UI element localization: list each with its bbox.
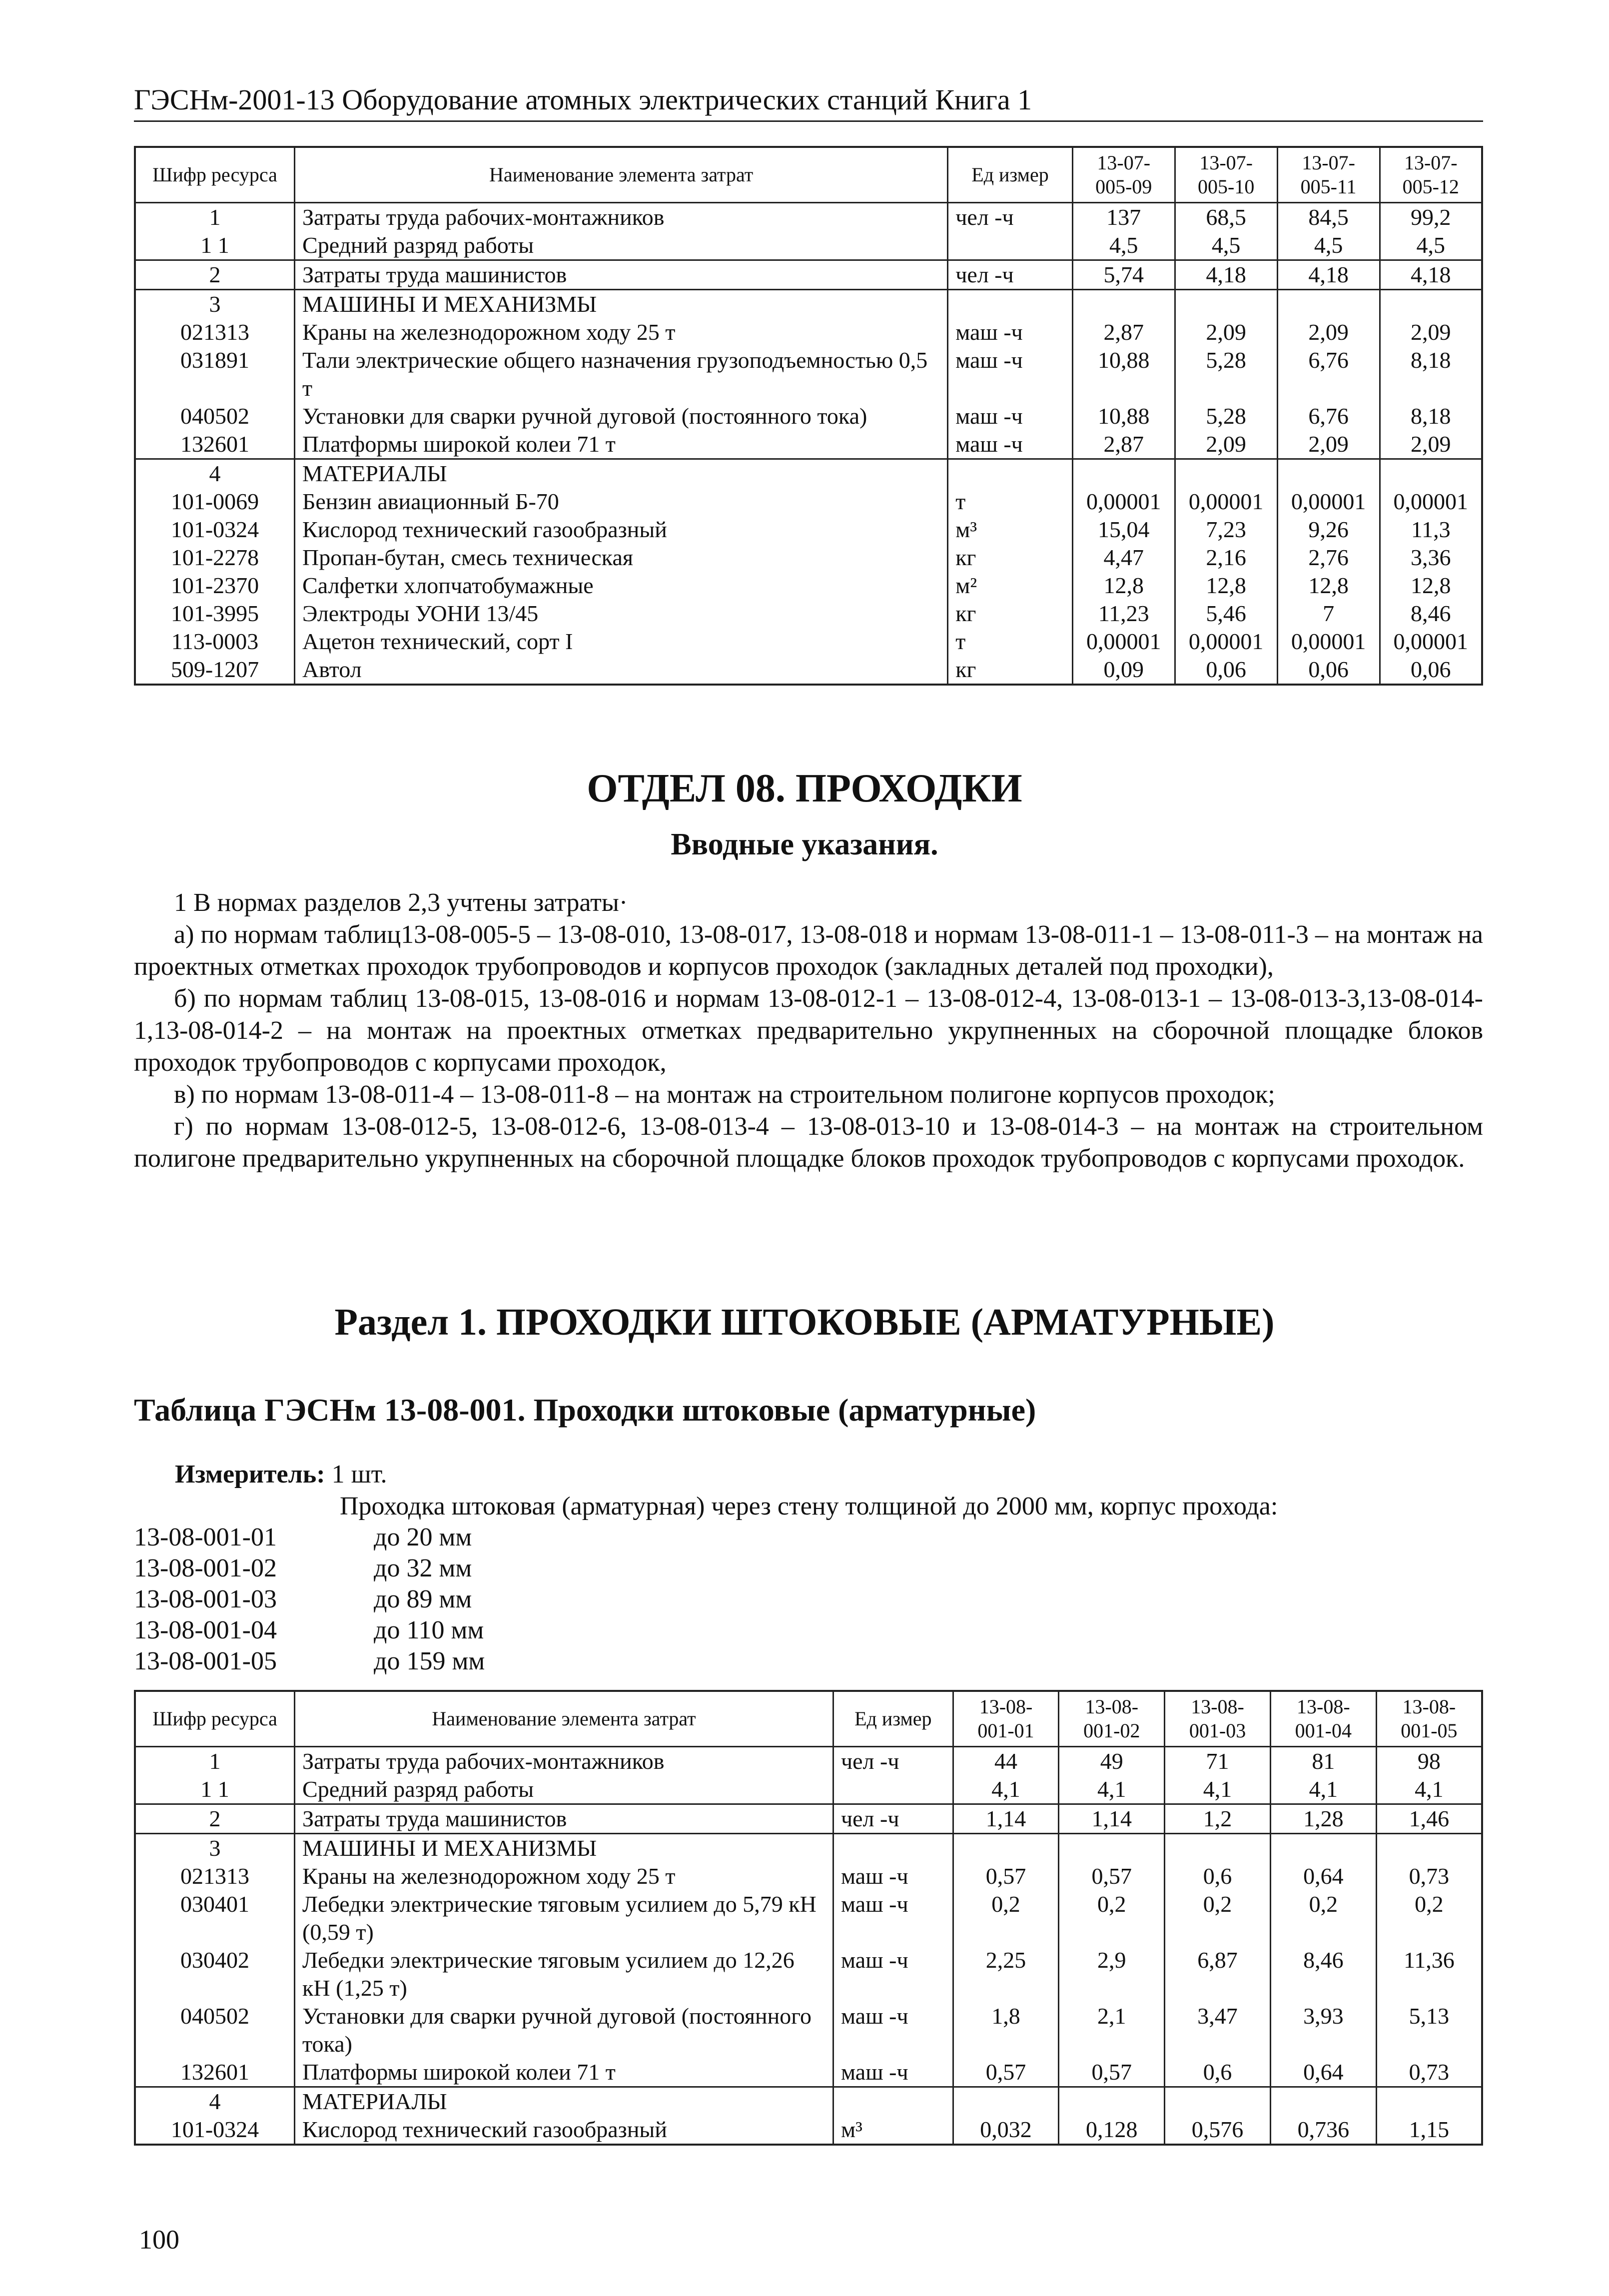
value-cell: 3,93 [1270,2002,1376,2058]
value-cell [1059,1834,1165,1863]
table-row [135,318,1482,346]
table-row [135,2058,1482,2087]
paragraph: 1 В нормах разделов 2,3 учтены затраты· [174,888,628,917]
value-cell: 0,00001 [1072,628,1175,656]
value-cell: 0,6 [1165,2058,1271,2087]
value-cell: 0,57 [1059,1862,1165,1890]
page-number: 100 [139,2225,179,2255]
variant-text: до 20 мм [374,1523,472,1551]
value-cell: 2,87 [1072,318,1175,346]
value-cell: 0,2 [953,1890,1059,1946]
table-header-row [135,147,1482,203]
value-cell: 1,8 [953,2002,1059,2058]
value-cell: 5,13 [1376,2002,1482,2058]
value-cell: 2,1 [1059,2002,1165,2058]
paragraph: г) по нормам 13-08-012-5, 13-08-012-6, 13-08-013-4 – 13-08-013-10 и 13-08-014-3 – на монтаж на строительном полигоне предварительно укрупненных на сборочной площадке блоков проходок трубопроводов с корпусами проходок. [134,1112,1483,1173]
unit-cell [833,1834,953,1863]
table-row [135,1890,1482,1946]
value-cell [1270,2087,1376,2116]
table-row [135,1946,1482,2002]
table-row [135,260,1482,290]
value-cell: 8,18 [1380,346,1482,402]
variant-text: до 32 мм [374,1554,472,1582]
value-cell: 0,736 [1270,2116,1376,2145]
value-cell: 4,5 [1072,231,1175,260]
value-cell: 84,5 [1277,203,1380,232]
value-cell: 4,18 [1175,260,1277,290]
value-cell: 0,57 [953,1862,1059,1890]
unit-cell [948,290,1073,319]
variant-code: 13-08-001-05 [134,1647,277,1675]
value-cell: 0,09 [1072,656,1175,685]
meter-value: 1 шт. [331,1460,387,1489]
col-header-norm: 13-08- 001-02 [1059,1691,1165,1747]
value-cell: 0,57 [1059,2058,1165,2087]
value-cell: 44 [953,1747,1059,1776]
unit-cell: маш -ч [948,402,1073,430]
resource-code: 132601 [135,2058,295,2087]
value-cell: 2,76 [1277,544,1380,572]
department-title: ОТДЕЛ 08. ПРОХОДКИ [587,766,1022,810]
value-cell: 8,46 [1380,600,1482,628]
value-cell: 0,2 [1165,1890,1271,1946]
unit-cell: т [948,488,1073,516]
table-body [135,203,1482,685]
unit-cell: м² [948,572,1073,600]
resource-table-13-07-005 [134,146,1483,686]
value-cell: 2,16 [1175,544,1277,572]
value-cell [1175,459,1277,488]
value-cell: 2,09 [1175,430,1277,459]
value-cell: 0,576 [1165,2116,1271,2145]
value-cell [1380,290,1482,319]
unit-cell: маш -ч [833,1890,953,1946]
resource-code: 1 1 [135,1775,295,1804]
value-cell: 0,2 [1059,1890,1165,1946]
resource-code: 021313 [135,318,295,346]
unit-cell: м³ [833,2116,953,2145]
value-cell: 1,15 [1376,2116,1482,2145]
resource-code: 101-3995 [135,600,295,628]
value-cell: 9,26 [1277,516,1380,544]
value-cell: 0,128 [1059,2116,1165,2145]
resource-code: 1 [135,203,295,232]
table-row [135,1775,1482,1804]
value-cell: 81 [1270,1747,1376,1776]
cost-element-name: Платформы широкой колеи 71 т [295,430,948,459]
value-cell: 2,09 [1380,318,1482,346]
resource-code: 030401 [135,1890,295,1946]
resource-code: 1 [135,1747,295,1776]
table-row [135,430,1482,459]
col-header-norm: 13-08- 001-05 [1376,1691,1482,1747]
resource-code: 132601 [135,430,295,459]
cost-element-name: Салфетки хлопчатобумажные [295,572,948,600]
unit-cell [833,1775,953,1804]
value-cell: 8,18 [1380,402,1482,430]
col-header-code: Шифр ресурса [135,1691,295,1747]
value-cell: 4,1 [1376,1775,1482,1804]
unit-cell: чел -ч [833,1804,953,1834]
value-cell [1175,290,1277,319]
paragraph: в) по нормам 13-08-011-4 – 13-08-011-8 – на монтаж на строительном полигоне корпусов проходок; [174,1080,1275,1109]
value-cell: 4,1 [1270,1775,1376,1804]
resource-code: 101-2370 [135,572,295,600]
value-cell: 99,2 [1380,203,1482,232]
value-cell: 10,88 [1072,346,1175,402]
paragraph: а) по нормам таблиц13-08-005-5 – 13-08-010, 13-08-017, 13-08-018 и нормам 13-08-011-1 – 13-08-011-3 – на монтаж на проектных отметках проходок трубопроводов и корпусов проходок (закладных деталей под проходки), [134,920,1483,981]
value-cell [1376,2087,1482,2116]
value-cell: 0,06 [1277,656,1380,685]
resource-table-13-08-001 [134,1690,1483,2146]
cost-element-name: Тали электрические общего назначения грузоподъемностью 0,5 т [295,346,948,402]
value-cell: 4,47 [1072,544,1175,572]
meter-label: Измеритель: [175,1460,325,1489]
unit-cell [948,231,1073,260]
value-cell: 11,36 [1376,1946,1482,2002]
resource-code: 509-1207 [135,656,295,685]
cost-element-name: МАТЕРИАЛЫ [295,2087,833,2116]
variant-row [134,1646,485,1677]
unit-cell: маш -ч [833,1946,953,2002]
resource-code: 4 [135,2087,295,2116]
value-cell: 0,73 [1376,2058,1482,2087]
value-cell: 0,00001 [1380,628,1482,656]
table-row [135,516,1482,544]
value-cell: 12,8 [1277,572,1380,600]
table-header-row [135,1691,1482,1747]
unit-cell: маш -ч [833,2002,953,2058]
table-row [135,346,1482,402]
value-cell: 2,25 [953,1946,1059,2002]
resource-code: 3 [135,1834,295,1863]
value-cell: 12,8 [1072,572,1175,600]
unit-cell [948,459,1073,488]
cost-element-name: Кислород технический газообразный [295,2116,833,2145]
resource-code: 2 [135,260,295,290]
value-cell: 6,87 [1165,1946,1271,2002]
table-row [135,1834,1482,1863]
value-cell: 5,28 [1175,402,1277,430]
table-row [135,203,1482,232]
cost-element-name: МАШИНЫ И МЕХАНИЗМЫ [295,1834,833,1863]
value-cell: 5,46 [1175,600,1277,628]
table-row [135,402,1482,430]
unit-cell: кг [948,656,1073,685]
value-cell: 15,04 [1072,516,1175,544]
value-cell: 5,74 [1072,260,1175,290]
norm-description: Проходка штоковая (арматурная) через стену толщиной до 2000 мм, корпус прохода: [340,1492,1278,1521]
table-row [135,290,1482,319]
value-cell: 1,14 [953,1804,1059,1834]
table-row [135,231,1482,260]
unit-cell: чел -ч [833,1747,953,1776]
table-row [135,600,1482,628]
cost-element-name: Затраты труда рабочих-монтажников [295,203,948,232]
col-header-name: Наименование элемента затрат [295,147,948,203]
value-cell: 0,2 [1270,1890,1376,1946]
value-cell: 0,73 [1376,1862,1482,1890]
value-cell [1277,459,1380,488]
intro-heading: Вводные указания. [671,827,938,861]
table-row [135,544,1482,572]
unit-cell: кг [948,600,1073,628]
value-cell: 4,5 [1175,231,1277,260]
norm-table-title: Таблица ГЭСНм 13-08-001. Проходки штоковые (арматурные) [134,1392,1036,1428]
value-cell [1380,459,1482,488]
cost-element-name: Установки для сварки ручной дуговой (постоянного тока) [295,402,948,430]
table-row [135,459,1482,488]
value-cell: 7,23 [1175,516,1277,544]
unit-cell: кг [948,544,1073,572]
paragraph: б) по нормам таблиц 13-08-015, 13-08-016 и нормам 13-08-012-1 – 13-08-012-4, 13-08-013-1 – 13-08-013-3,13-08-014-1,13-08-014-2 – на монтаж на проектных отметках предварительно укрупненных на сборочной площадке блоков проходок трубопроводов с корпусами проходок, [134,984,1483,1077]
col-header-unit: Ед измер [948,147,1073,203]
variant-list [134,1522,485,1677]
unit-cell: чел -ч [948,203,1073,232]
intro-text [134,887,1483,1175]
value-cell: 0,64 [1270,1862,1376,1890]
value-cell: 0,032 [953,2116,1059,2145]
value-cell: 137 [1072,203,1175,232]
cost-element-name: Кислород технический газообразный [295,516,948,544]
value-cell: 1,2 [1165,1804,1271,1834]
table-row [135,1862,1482,1890]
value-cell: 7 [1277,600,1380,628]
value-cell: 12,8 [1380,572,1482,600]
cost-element-name: Ацетон технический, сорт I [295,628,948,656]
value-cell: 8,46 [1270,1946,1376,2002]
value-cell [1165,1834,1271,1863]
table-row [135,2116,1482,2145]
unit-cell: м³ [948,516,1073,544]
value-cell: 0,00001 [1380,488,1482,516]
value-cell: 71 [1165,1747,1271,1776]
col-header-norm: 13-07- 005-12 [1380,147,1482,203]
value-cell: 2,09 [1277,430,1380,459]
table-row [135,628,1482,656]
value-cell: 68,5 [1175,203,1277,232]
value-cell: 1,28 [1270,1804,1376,1834]
cost-element-name: Средний разряд работы [295,1775,833,1804]
table-row [135,2087,1482,2116]
value-cell [1277,290,1380,319]
cost-element-name: Электроды УОНИ 13/45 [295,600,948,628]
table-row [135,572,1482,600]
value-cell: 2,09 [1175,318,1277,346]
cost-element-name: Краны на железнодорожном ходу 25 т [295,1862,833,1890]
value-cell: 10,88 [1072,402,1175,430]
resource-code: 1 1 [135,231,295,260]
value-cell: 0,00001 [1072,488,1175,516]
value-cell [1072,459,1175,488]
resource-code: 101-0324 [135,2116,295,2145]
variant-code: 13-08-001-04 [134,1616,277,1644]
section-title: Раздел 1. ПРОХОДКИ ШТОКОВЫЕ (АРМАТУРНЫЕ) [334,1301,1275,1343]
value-cell: 0,00001 [1175,628,1277,656]
col-header-code: Шифр ресурса [135,147,295,203]
value-cell [1376,1834,1482,1863]
variant-text: до 159 мм [374,1647,485,1675]
resource-code: 4 [135,459,295,488]
value-cell: 2,87 [1072,430,1175,459]
value-cell: 4,5 [1277,231,1380,260]
value-cell: 0,00001 [1277,488,1380,516]
resource-code: 021313 [135,1862,295,1890]
value-cell: 6,76 [1277,346,1380,402]
variant-code: 13-08-001-02 [134,1554,277,1582]
cost-element-name: Платформы широкой колеи 71 т [295,2058,833,2087]
value-cell [1270,1834,1376,1863]
resource-code: 113-0003 [135,628,295,656]
value-cell: 6,76 [1277,402,1380,430]
unit-cell: чел -ч [948,260,1073,290]
cost-element-name: Затраты труда рабочих-монтажников [295,1747,833,1776]
variant-row [134,1615,485,1646]
col-header-name: Наименование элемента затрат [295,1691,833,1747]
value-cell: 4,1 [953,1775,1059,1804]
unit-cell: т [948,628,1073,656]
value-cell: 0,64 [1270,2058,1376,2087]
value-cell: 3,36 [1380,544,1482,572]
value-cell: 0,06 [1380,656,1482,685]
variant-row [134,1553,485,1584]
resource-code: 2 [135,1804,295,1834]
variant-text: до 110 мм [374,1616,484,1644]
value-cell: 11,23 [1072,600,1175,628]
variant-code: 13-08-001-03 [134,1585,277,1613]
resource-code: 031891 [135,346,295,402]
cost-element-name: Автол [295,656,948,685]
value-cell: 4,5 [1380,231,1482,260]
resource-code: 040502 [135,402,295,430]
variant-row [134,1522,485,1553]
unit-cell: маш -ч [948,430,1073,459]
value-cell: 11,3 [1380,516,1482,544]
running-header: ГЭСНм-2001-13 Оборудование атомных электрических станций Книга 1 [134,82,1483,122]
meter-line [175,1459,387,1490]
cost-element-name: Лебедки электрические тяговым усилием до 5,79 кН (0,59 т) [295,1890,833,1946]
table-row [135,1747,1482,1776]
value-cell: 4,18 [1277,260,1380,290]
cost-element-name: Средний разряд работы [295,231,948,260]
unit-cell: маш -ч [948,318,1073,346]
value-cell: 0,06 [1175,656,1277,685]
table-row [135,1804,1482,1834]
value-cell: 0,57 [953,2058,1059,2087]
value-cell: 4,18 [1380,260,1482,290]
cost-element-name: Бензин авиационный Б-70 [295,488,948,516]
unit-cell [833,2087,953,2116]
resource-code: 030402 [135,1946,295,2002]
value-cell: 0,6 [1165,1862,1271,1890]
table-row [135,656,1482,685]
col-header-norm: 13-07- 005-09 [1072,147,1175,203]
value-cell [1059,2087,1165,2116]
col-header-norm: 13-07- 005-11 [1277,147,1380,203]
variant-code: 13-08-001-01 [134,1523,277,1551]
value-cell: 1,46 [1376,1804,1482,1834]
unit-cell: маш -ч [833,1862,953,1890]
cost-element-name: Затраты труда машинистов [295,1804,833,1834]
table-row [135,488,1482,516]
resource-code: 101-2278 [135,544,295,572]
col-header-norm: 13-08- 001-03 [1165,1691,1271,1747]
value-cell [1072,290,1175,319]
value-cell [1165,2087,1271,2116]
value-cell: 4,1 [1059,1775,1165,1804]
col-header-norm: 13-08- 001-04 [1270,1691,1376,1747]
value-cell: 3,47 [1165,2002,1271,2058]
unit-cell: маш -ч [948,346,1073,402]
value-cell: 98 [1376,1747,1482,1776]
resource-code: 101-0324 [135,516,295,544]
cost-element-name: МАШИНЫ И МЕХАНИЗМЫ [295,290,948,319]
cost-element-name: Установки для сварки ручной дуговой (постоянного тока) [295,2002,833,2058]
variant-row [134,1584,485,1615]
table-row [135,2002,1482,2058]
value-cell: 2,09 [1380,430,1482,459]
value-cell: 1,14 [1059,1804,1165,1834]
value-cell [953,1834,1059,1863]
table-body [135,1747,1482,2145]
cost-element-name: МАТЕРИАЛЫ [295,459,948,488]
value-cell: 49 [1059,1747,1165,1776]
resource-code: 040502 [135,2002,295,2058]
resource-code: 3 [135,290,295,319]
col-header-norm: 13-07- 005-10 [1175,147,1277,203]
value-cell: 2,09 [1277,318,1380,346]
value-cell: 12,8 [1175,572,1277,600]
value-cell: 0,00001 [1175,488,1277,516]
variant-text: до 89 мм [374,1585,472,1613]
value-cell: 4,1 [1165,1775,1271,1804]
cost-element-name: Пропан-бутан, смесь техническая [295,544,948,572]
col-header-unit: Ед измер [833,1691,953,1747]
value-cell: 2,9 [1059,1946,1165,2002]
value-cell: 0,00001 [1277,628,1380,656]
cost-element-name: Краны на железнодорожном ходу 25 т [295,318,948,346]
value-cell: 0,2 [1376,1890,1482,1946]
cost-element-name: Затраты труда машинистов [295,260,948,290]
unit-cell: маш -ч [833,2058,953,2087]
col-header-norm: 13-08- 001-01 [953,1691,1059,1747]
cost-element-name: Лебедки электрические тяговым усилием до 12,26 кН (1,25 т) [295,1946,833,2002]
value-cell: 5,28 [1175,346,1277,402]
value-cell [953,2087,1059,2116]
resource-code: 101-0069 [135,488,295,516]
